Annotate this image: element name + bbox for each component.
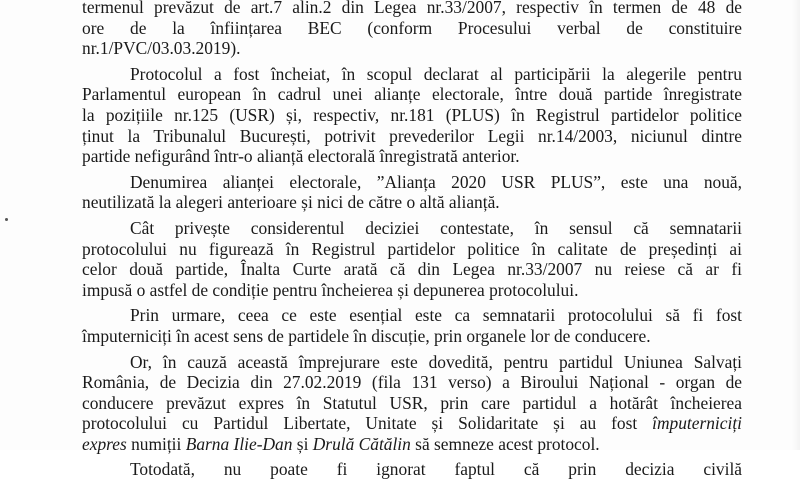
text-line: Protocolul a fost încheiat, în scopul declarat al participării la alegerile pentru [130, 63, 742, 84]
text-line: Parlamentul european în cadrul unei alianțe electorale, între două partide înregistrate [82, 84, 742, 105]
text-line: Prin urmare, ceea ce este esențial este ca semnatarii protocolului să fi fost [130, 305, 742, 326]
text-line: România, de Decizia din 27.02.2019 (fila 131 verso) a Biroului Național - organ de [82, 372, 742, 393]
text-line: Denumirea alianței electorale, ”Alianța 2020 USR PLUS”, este una nouă, [130, 171, 742, 192]
text-segment: să semneze acest protocol. [410, 433, 600, 454]
text-line: protocolului nu figurează în Registrul partidelor politice în calitate de președinți ai [82, 238, 742, 259]
italic-text: împuterniciți [652, 413, 742, 434]
text-line: Or, în cauză această împrejurare este dovedită, pentru partidul Uniunea Salvați [130, 351, 742, 372]
text-line: ore de la înființarea BEC (conform Procesului verbal de constituire [82, 17, 742, 38]
text-line: Cât privește considerentul deciziei contestate, în sensul că semnatarii [130, 217, 742, 238]
text-line: partide nefigurând într-o alianță electorală înregistrată anterior. [82, 146, 520, 167]
person-name: Drulă Cătălin [312, 433, 411, 454]
paragraph-1 [82, 0, 742, 59]
text-line: nr.1/PVC/03.03.2019). [82, 38, 241, 59]
text-segment: numiții [126, 433, 186, 454]
text-line: ținut la Tribunalul București, potrivit prevederilor Legii nr.14/2003, niciunul dintre [82, 125, 742, 146]
text-line: împuterniciți în acest sens de partidele în discuție, prin organele lor de conducere. [82, 325, 651, 346]
text-line: celor două partide, Înalta Curte arată că din Legea nr.33/2007 nu reiese că ar fi [82, 259, 742, 280]
text-line: la pozițiile nr.125 (USR) și, respectiv, nr.181 (PLUS) în Registrul partidelor politice [82, 104, 742, 125]
paragraph-6 [82, 352, 742, 455]
document-body [82, 0, 742, 485]
text-segment: protocolului cu Partidul Libertate, Unitate și Solidaritate și au fost [82, 413, 638, 434]
paragraph-4 [82, 218, 742, 300]
text-line [82, 434, 742, 455]
person-name: Barna Ilie-Dan [185, 433, 293, 454]
text-line: conducere prevăzut expres în Statutul USR, prin care partidul a hotărât încheierea [82, 392, 742, 413]
text-line: termenul prevăzut de art.7 alin.2 din Legea nr.33/2007, respectiv în termen de 48 de [82, 0, 742, 17]
scan-edge-shadow [792, 0, 800, 450]
paragraph-2 [82, 64, 742, 167]
text-segment: și [292, 433, 313, 454]
paragraph-3 [82, 172, 742, 213]
margin-mark [5, 218, 8, 221]
text-line [82, 413, 742, 434]
text-line: impusă o astfel de condiție pentru încheierea și depunerea protocolului. [82, 279, 579, 300]
italic-text: expres [82, 433, 127, 454]
paragraph-5 [82, 305, 742, 346]
text-line: neutilizată la alegeri anterioare și nici de către o altă alianță. [82, 192, 500, 213]
paragraph-7 [82, 459, 742, 480]
text-line: Totodată, nu poate fi ignorat faptul că prin decizia civilă [130, 459, 742, 480]
